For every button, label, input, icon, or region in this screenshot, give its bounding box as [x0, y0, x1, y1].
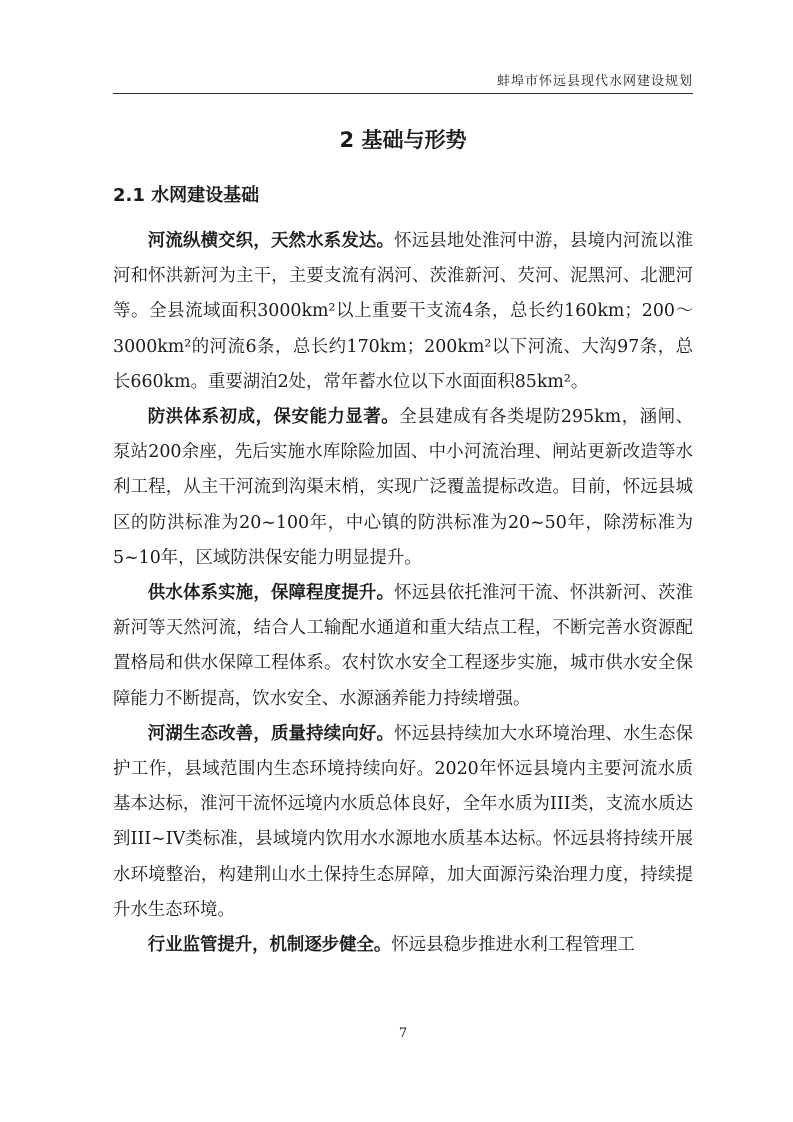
paragraph-lead: 河湖生态改善，质量持续向好。: [147, 723, 395, 744]
paragraph-text: 怀远县稳步推进水利工程管理工: [391, 935, 635, 956]
paragraph-supervision: [113, 928, 693, 963]
paragraph-flood-control: [113, 400, 693, 576]
paragraph-lead: 供水体系实施，保障程度提升。: [147, 583, 395, 604]
paragraph-text: 全县建成有各类堤防295km，涵闸、泵站200余座，先后实施水库除险加固、中小河流治理、闸站更新改造等水利工程，从主干河流到沟渠末梢，实现广泛覆盖提标改造。目前，怀远县城区的防洪标准为20~100年，中心镇的防洪标准为20~50年，除涝标准为5~10年，区域防洪保安能力明显提升。: [113, 407, 693, 568]
paragraph-lead: 河流纵横交织，天然水系发达。: [147, 231, 395, 251]
page-number: 7: [398, 1026, 408, 1041]
paragraph-river-system: [113, 224, 693, 400]
paragraph-water-supply: [113, 576, 693, 717]
section-title: 2.1 水网建设基础: [113, 185, 260, 206]
paragraph-text: 怀远县地处淮河中游，县境内河流以淮河和怀洪新河为主干，主要支流有涡河、茨淮新河、芡河、泥黑河、北淝河等。全县流域面积3000km²以上重要干支流4条，总长约160km；200～3000km²的河流6条，总长约170km；200km²以下河流、大沟97条，总长660km。重要湖泊2处，常年蓄水位以下水面面积85km²。: [113, 231, 693, 392]
header-divider: [113, 93, 693, 94]
body-text: [113, 224, 693, 963]
paragraph-text: 怀远县依托淮河干流、怀洪新河、茨淮新河等天然河流，结合人工输配水通道和重大结点工程，不断完善水资源配置格局和供水保障工程体系。农村饮水安全工程逐步实施，城市供水安全保障能力不断提高，饮水安全、水源涵养能力持续增强。: [113, 583, 693, 709]
paragraph-lead: 防洪体系初成，保安能力显著。: [147, 407, 400, 428]
paragraph-text: 怀远县持续加大水环境治理、水生态保护工作，县域范围内生态环境持续向好。2020年怀远县境内主要河流水质基本达标，淮河干流怀远境内水质总体良好，全年水质为III类，支流水质达到III~IV类标准，县域境内饮用水水源地水质基本达标。怀远县将持续开展水环境整治，构建荆山水土保持生态屏障，加大面源污染治理力度，持续提升水生态环境。: [113, 723, 693, 920]
paragraph-ecology: [113, 717, 693, 928]
paragraph-lead: 行业监管提升，机制逐步健全。: [147, 935, 392, 956]
running-header: 蚌埠市怀远县现代水网建设规划: [496, 74, 693, 89]
chapter-title: 2 基础与形势: [339, 128, 467, 152]
